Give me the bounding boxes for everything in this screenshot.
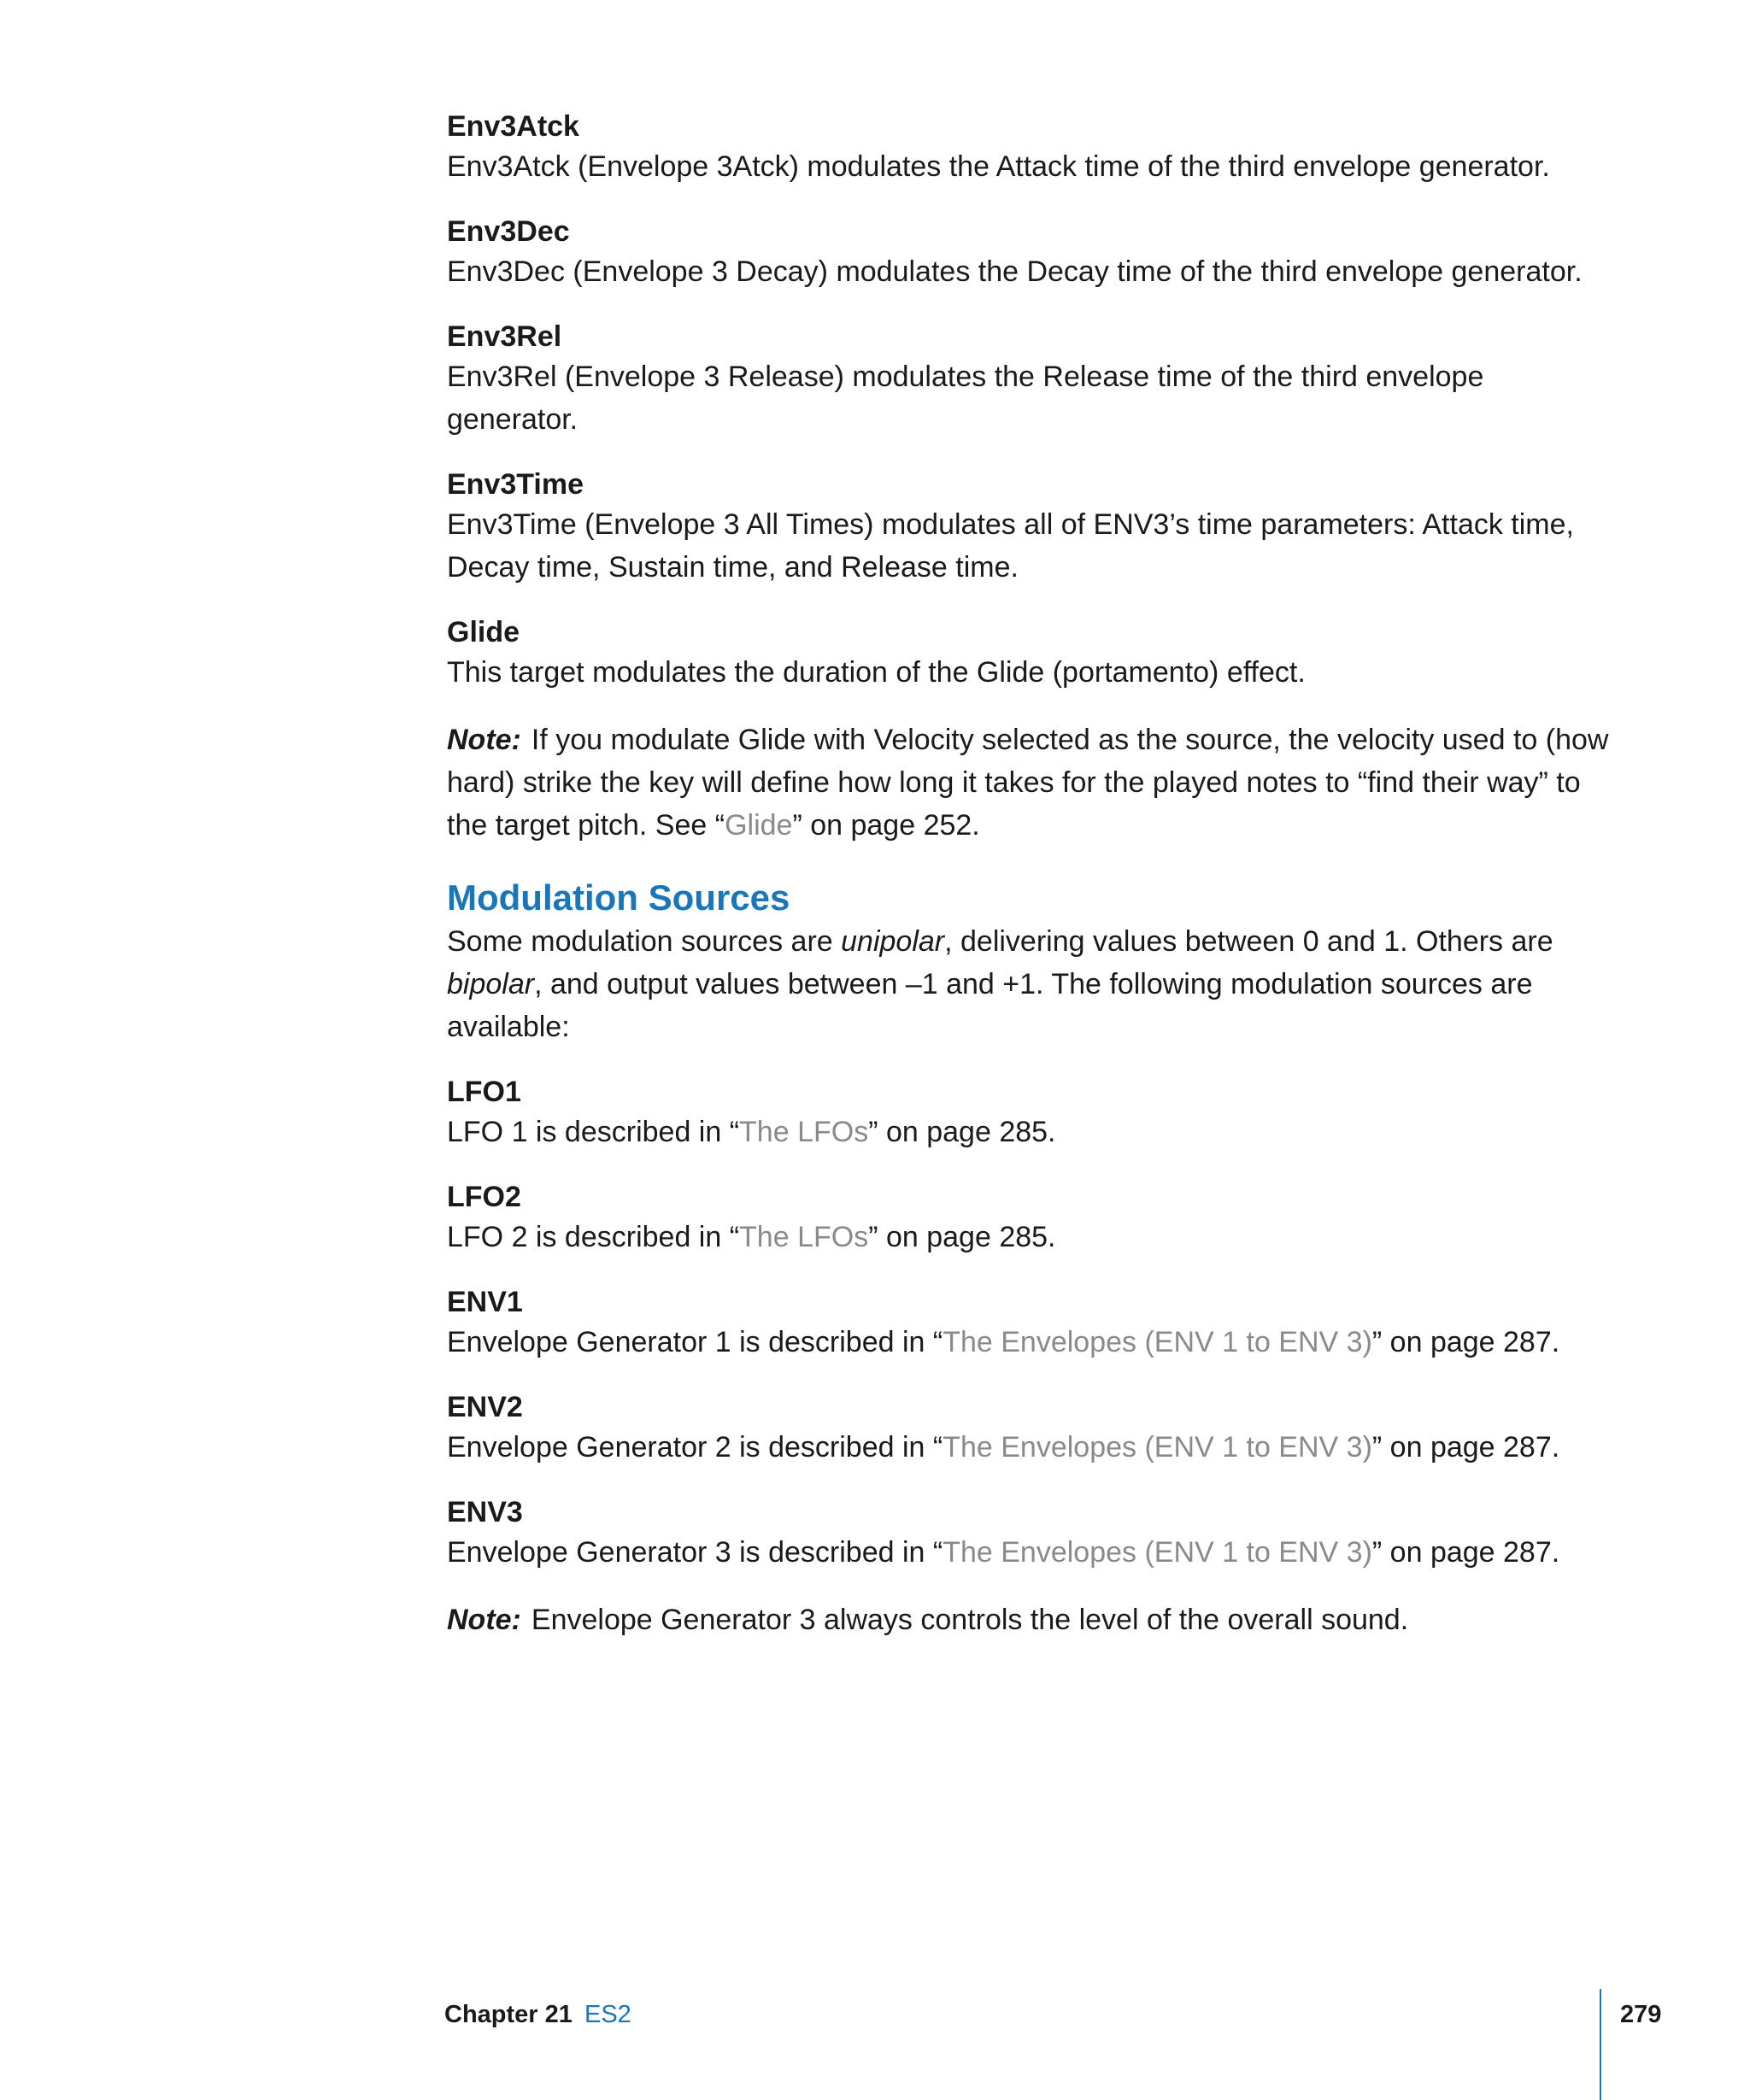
entry-env3rel xyxy=(447,318,1618,441)
note-label: Note: xyxy=(447,724,521,756)
note-text: If you modulate Glide with Velocity selected as the source, the velocity used to (how hard) strike the key will define how long it takes for the played notes to “find their way” to the target pitch. See “ xyxy=(447,724,1609,842)
page-footer xyxy=(444,1997,1666,2032)
source-text-after: ” on page 287. xyxy=(1371,1326,1560,1358)
entry-env3atck xyxy=(447,108,1618,188)
source-lfo2 xyxy=(447,1178,1618,1258)
entry-description: Env3Time (Envelope 3 All Times) modulates all of ENV3’s time parameters: Attack time, Decay time, Sustain time, and Release time. xyxy=(447,508,1574,584)
entry-term: Env3Rel xyxy=(447,320,562,353)
intro-text: , delivering values between 0 and 1. Others are xyxy=(944,925,1553,958)
source-term: ENV1 xyxy=(447,1286,523,1318)
source-text-after: ” on page 285. xyxy=(868,1221,1056,1253)
entry-description: Env3Atck (Envelope 3Atck) modulates the Attack time of the third envelope generator. xyxy=(447,150,1550,183)
section-heading-modulation-sources: Modulation Sources xyxy=(447,877,790,918)
envelopes-link[interactable]: The Envelopes (ENV 1 to ENV 3) xyxy=(943,1536,1372,1569)
glide-link[interactable]: Glide xyxy=(725,809,793,842)
source-lfo1 xyxy=(447,1073,1618,1153)
lfos-link[interactable]: The LFOs xyxy=(739,1116,869,1148)
footer-chapter-title[interactable]: ES2 xyxy=(584,2001,631,2028)
source-env1 xyxy=(447,1283,1618,1364)
source-text: LFO 2 is described in “ xyxy=(447,1221,740,1253)
footer-page-number: 279 xyxy=(1620,2001,1662,2028)
source-description xyxy=(447,1216,1618,1258)
source-description xyxy=(447,1321,1618,1364)
source-text: Envelope Generator 1 is described in “ xyxy=(447,1326,943,1358)
source-env2 xyxy=(447,1388,1618,1469)
note-label: Note: xyxy=(447,1604,521,1636)
entry-description: Env3Dec (Envelope 3 Decay) modulates the Decay time of the third envelope generator. xyxy=(447,255,1583,288)
intro-emphasis-unipolar: unipolar xyxy=(841,925,945,958)
lfos-link[interactable]: The LFOs xyxy=(739,1221,869,1253)
entry-glide xyxy=(447,613,1618,694)
envelopes-link[interactable]: The Envelopes (ENV 1 to ENV 3) xyxy=(943,1431,1372,1464)
source-term: ENV2 xyxy=(447,1391,523,1423)
entry-term: Env3Dec xyxy=(447,215,570,248)
note-text-after: ” on page 252. xyxy=(792,809,980,842)
source-text-after: ” on page 287. xyxy=(1371,1431,1560,1464)
entry-description: Env3Rel (Envelope 3 Release) modulates the Release time of the third envelope generator. xyxy=(447,361,1484,436)
page-content xyxy=(447,108,1618,1670)
intro-emphasis-bipolar: bipolar xyxy=(447,968,535,1000)
footer-divider xyxy=(1600,1989,1601,2100)
entry-term: Glide xyxy=(447,616,520,648)
section-intro xyxy=(447,920,1618,1048)
entry-term: Env3Time xyxy=(447,468,584,501)
source-term: ENV3 xyxy=(447,1496,523,1528)
note-text: Envelope Generator 3 always controls the level of the overall sound. xyxy=(531,1604,1409,1636)
source-text-after: ” on page 287. xyxy=(1371,1536,1560,1569)
footer-chapter: Chapter 21 xyxy=(444,2001,573,2028)
intro-text: Some modulation sources are xyxy=(447,925,842,958)
source-description xyxy=(447,1531,1618,1574)
entry-env3time xyxy=(447,466,1618,589)
entry-env3dec xyxy=(447,213,1618,293)
source-term: LFO1 xyxy=(447,1076,521,1108)
envelopes-link[interactable]: The Envelopes (ENV 1 to ENV 3) xyxy=(943,1326,1372,1358)
source-text: Envelope Generator 3 is described in “ xyxy=(447,1536,943,1569)
entry-description: This target modulates the duration of the Glide (portamento) effect. xyxy=(447,656,1306,689)
note-env3-level xyxy=(447,1598,1618,1641)
source-term: LFO2 xyxy=(447,1181,521,1213)
source-env3 xyxy=(447,1493,1618,1574)
source-text-after: ” on page 285. xyxy=(868,1116,1056,1148)
source-text: LFO 1 is described in “ xyxy=(447,1116,740,1148)
intro-text: , and output values between –1 and +1. The following modulation sources are available: xyxy=(447,968,1533,1043)
source-description xyxy=(447,1111,1618,1153)
source-text: Envelope Generator 2 is described in “ xyxy=(447,1431,943,1464)
note-glide-velocity xyxy=(447,719,1618,847)
source-description xyxy=(447,1426,1618,1469)
entry-term: Env3Atck xyxy=(447,110,579,143)
